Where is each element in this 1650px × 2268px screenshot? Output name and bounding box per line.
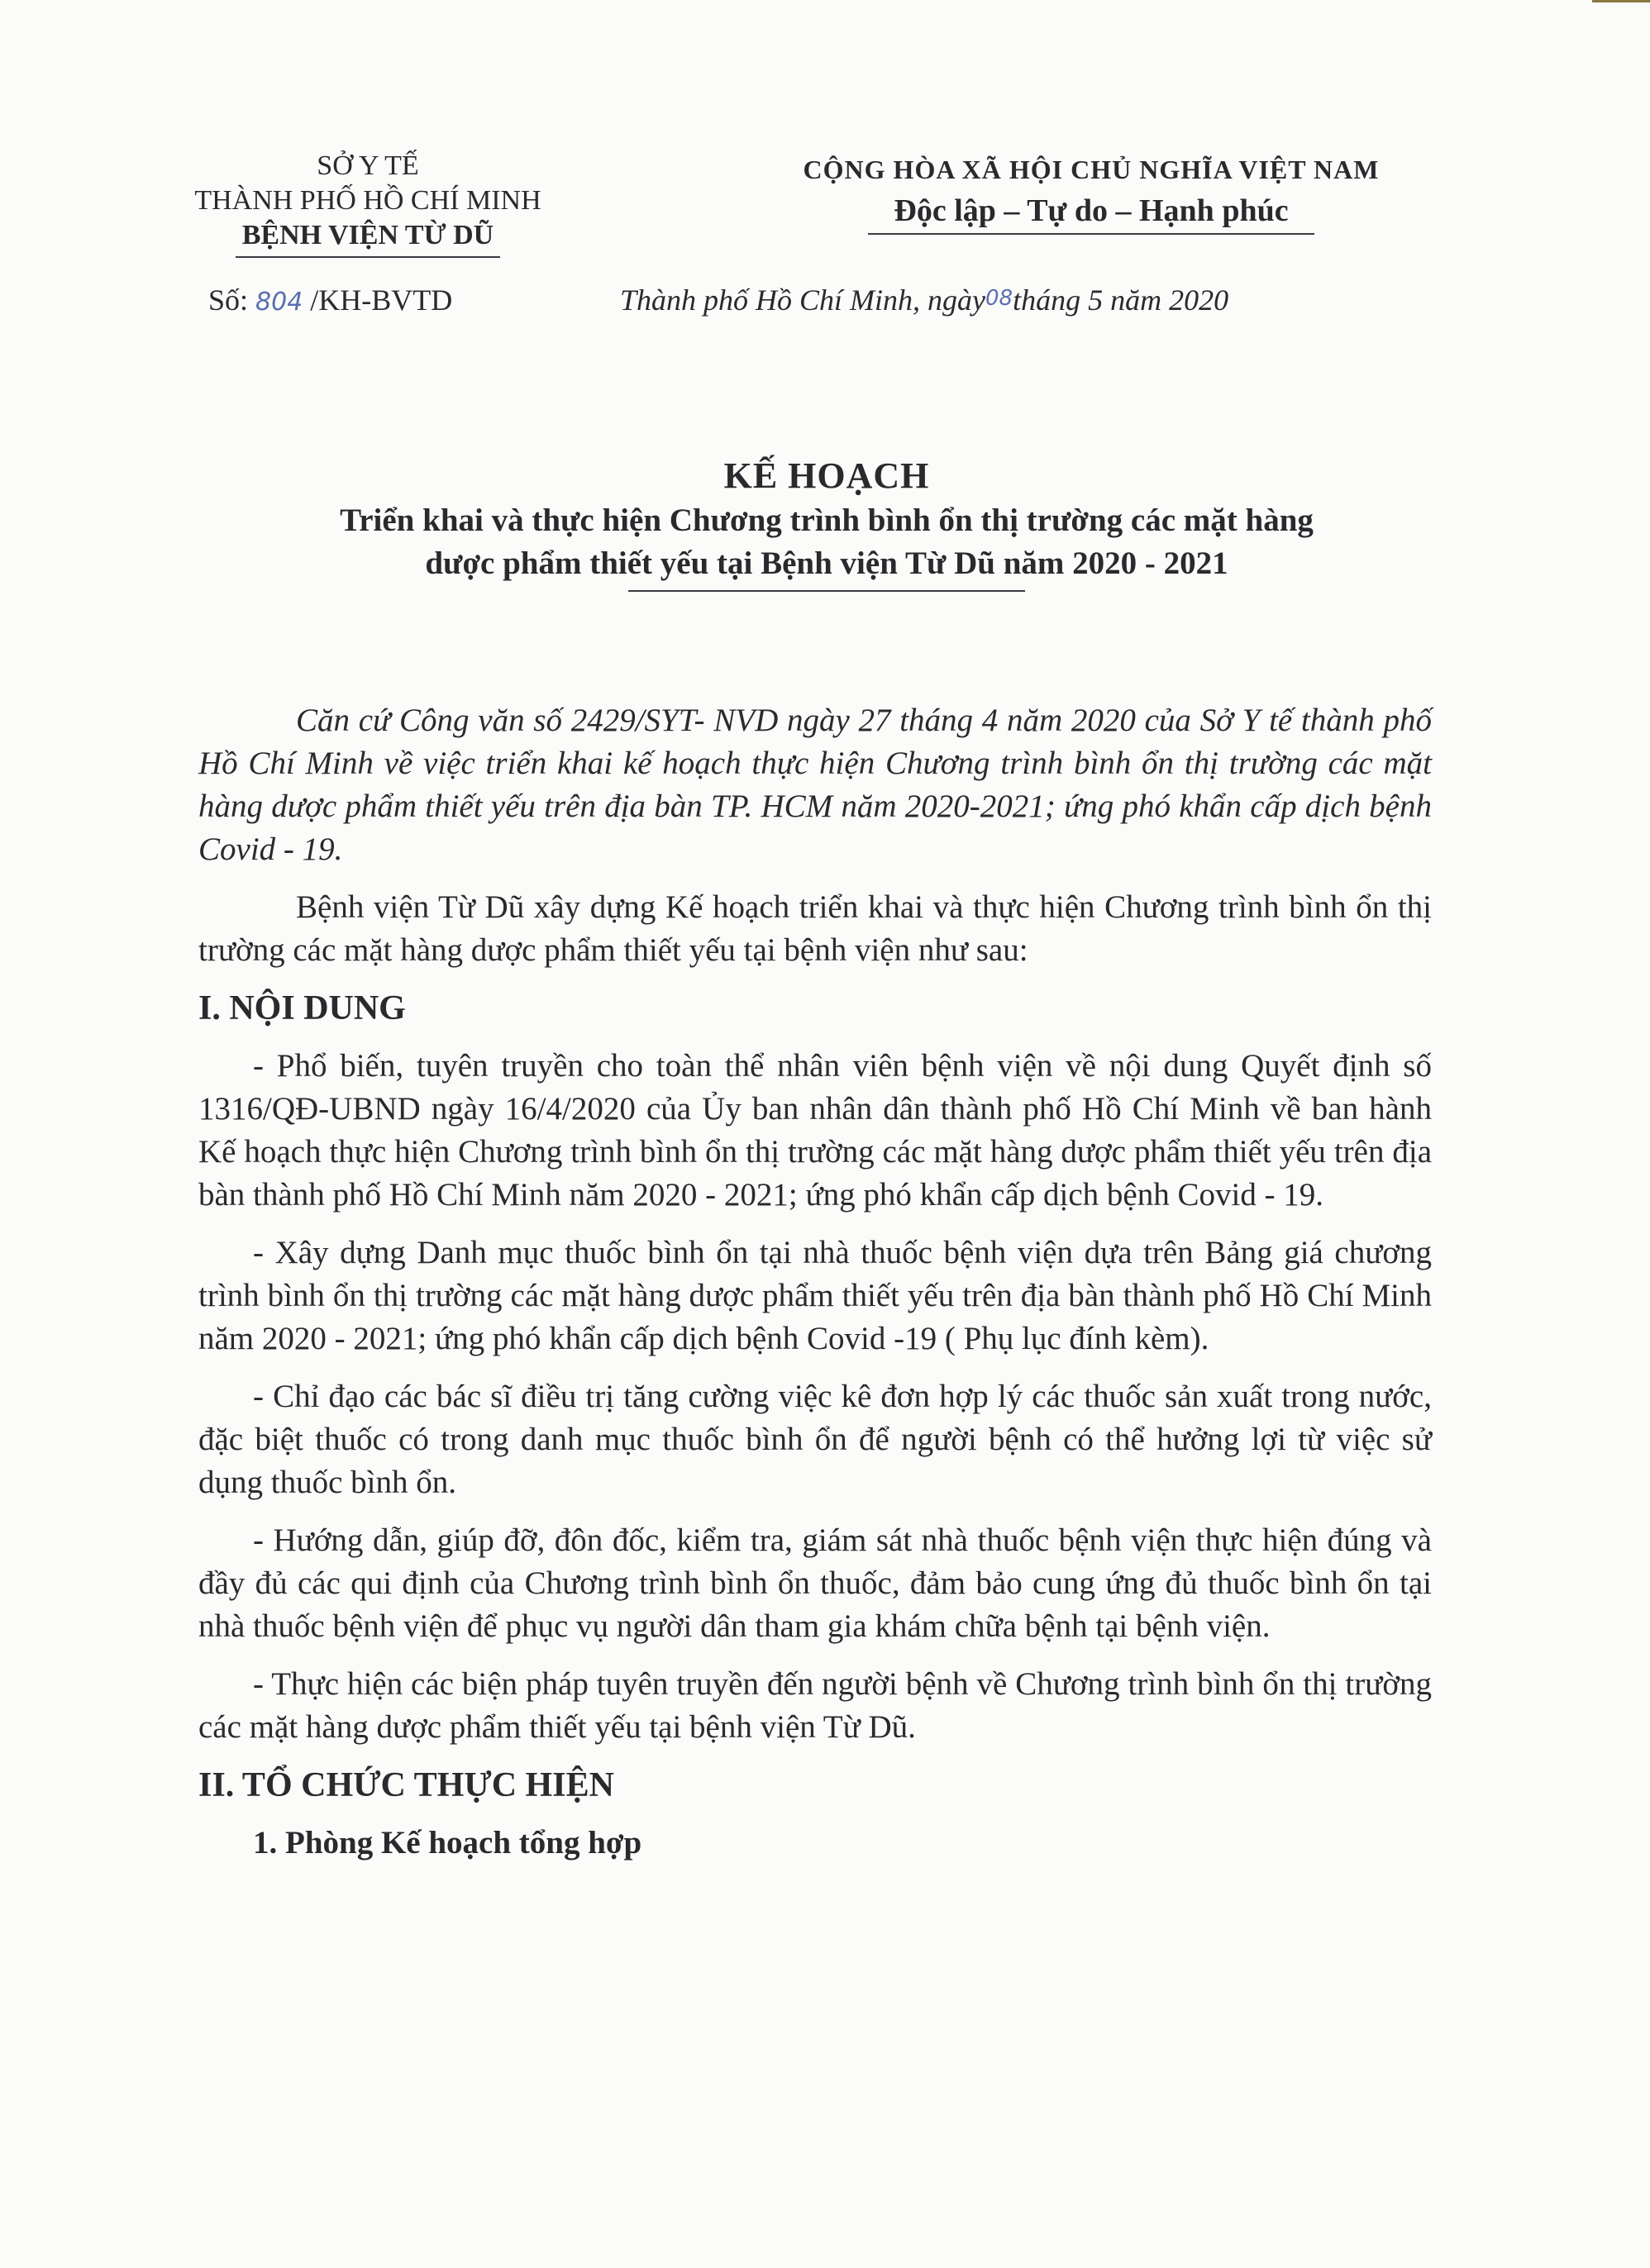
national-motto-block: [653, 149, 1529, 235]
document-title: [165, 453, 1488, 592]
section-heading-1: I. NỘI DUNG: [198, 989, 406, 1027]
motto: Độc lập – Tự do – Hạnh phúc: [894, 193, 1289, 228]
agency-line-2: THÀNH PHỐ HỒ CHÍ MINH: [194, 185, 541, 216]
title-underline: [628, 590, 1025, 592]
issuing-agency-block: [153, 149, 583, 258]
intro-paragraph: Căn cứ Công văn số 2429/SYT- NVD ngày 27 tháng 4 năm 2020 của Sở Y tế thành phố Hồ Chí Minh về việc triển khai kế hoạch thực hiện Chương trình bình ổn thị trường các mặt hàng dược phẩm thiết yếu trên địa bàn TP. HCM năm 2020-2021; ứng phó khẩn cấp dịch bệnh Covid - 19.: [198, 703, 1432, 867]
scan-edge-mark: [1592, 0, 1650, 2]
document-body: [198, 699, 1432, 1865]
agency-underline: [236, 256, 500, 258]
date-day-handwritten: 08: [985, 286, 1013, 311]
country-name: CỘNG HÒA XÃ HỘI CHỦ NGHĨA VIỆT NAM: [803, 155, 1380, 184]
document-number: [208, 283, 452, 317]
doc-number-suffix: /KH-BVTD: [303, 284, 453, 317]
title-sub-2: dược phẩm thiết yếu tại Bệnh viện Từ Dũ năm 2020 - 2021: [425, 546, 1228, 581]
agency-line-3: BỆNH VIỆN TỪ DŨ: [241, 220, 494, 250]
list-item: - Hướng dẫn, giúp đỡ, đôn đốc, kiểm tra, giám sát nhà thuốc bệnh viện thực hiện đúng và đầy đủ các qui định của Chương trình bình ổn thuốc, đảm bảo cung ứng đủ thuốc bình ổn tại nhà thuốc bệnh viện để phục vụ người dân tham gia khám chữa bệnh tại bệnh viện.: [198, 1522, 1432, 1644]
date-place: Thành phố Hồ Chí Minh, ngày: [620, 284, 986, 317]
section-heading-2: II. TỔ CHỨC THỰC HIỆN: [198, 1766, 614, 1804]
date-month-year: tháng 5 năm 2020: [1013, 284, 1229, 317]
list-item: - Chỉ đạo các bác sĩ điều trị tăng cường việc kê đơn hợp lý các thuốc sản xuất trong nước, đặc biệt thuốc có trong danh mục thuốc bình ổn để người bệnh có thể hưởng lợi từ việc sử dụng thuốc bình ổn.: [198, 1379, 1432, 1500]
doc-number-prefix: Số:: [208, 284, 256, 317]
doc-number-handwritten: 804: [255, 288, 303, 317]
title-main: KẾ HOẠCH: [723, 455, 930, 496]
motto-underline: [868, 233, 1314, 235]
list-item: - Thực hiện các biện pháp tuyên truyền đến người bệnh về Chương trình bình ổn thị trường các mặt hàng dược phẩm thiết yếu tại bệnh viện Từ Dũ.: [198, 1666, 1432, 1745]
date-line: [620, 283, 1228, 317]
title-sub-1: Triển khai và thực hiện Chương trình bình ổn thị trường các mặt hàng: [340, 503, 1314, 538]
agency-line-1: SỞ Y TẾ: [317, 150, 419, 181]
list-item: - Xây dựng Danh mục thuốc bình ổn tại nhà thuốc bệnh viện dựa trên Bảng giá chương trình bình ổn thị trường các mặt hàng dược phẩm thiết yếu trên địa bàn thành phố Hồ Chí Minh năm 2020 - 2021; ứng phó khẩn cấp dịch bệnh Covid -19 ( Phụ lục đính kèm).: [198, 1235, 1432, 1356]
subsection-heading-1: 1. Phòng Kế hoạch tổng hợp: [253, 1825, 642, 1861]
list-item: - Phổ biến, tuyên truyền cho toàn thể nhân viên bệnh viện về nội dung Quyết định số 1316/QĐ-UBND ngày 16/4/2020 của Ủy ban nhân dân thành phố Hồ Chí Minh về ban hành Kế hoạch thực hiện Chương trình bình ổn thị trường các mặt hàng dược phẩm thiết yếu trên địa bàn thành phố Hồ Chí Minh năm 2020 - 2021; ứng phó khẩn cấp dịch bệnh Covid - 19.: [198, 1048, 1432, 1213]
purpose-paragraph: Bệnh viện Từ Dũ xây dựng Kế hoạch triển khai và thực hiện Chương trình bình ổn thị trường các mặt hàng dược phẩm thiết yếu tại bệnh viện như sau:: [198, 889, 1432, 968]
